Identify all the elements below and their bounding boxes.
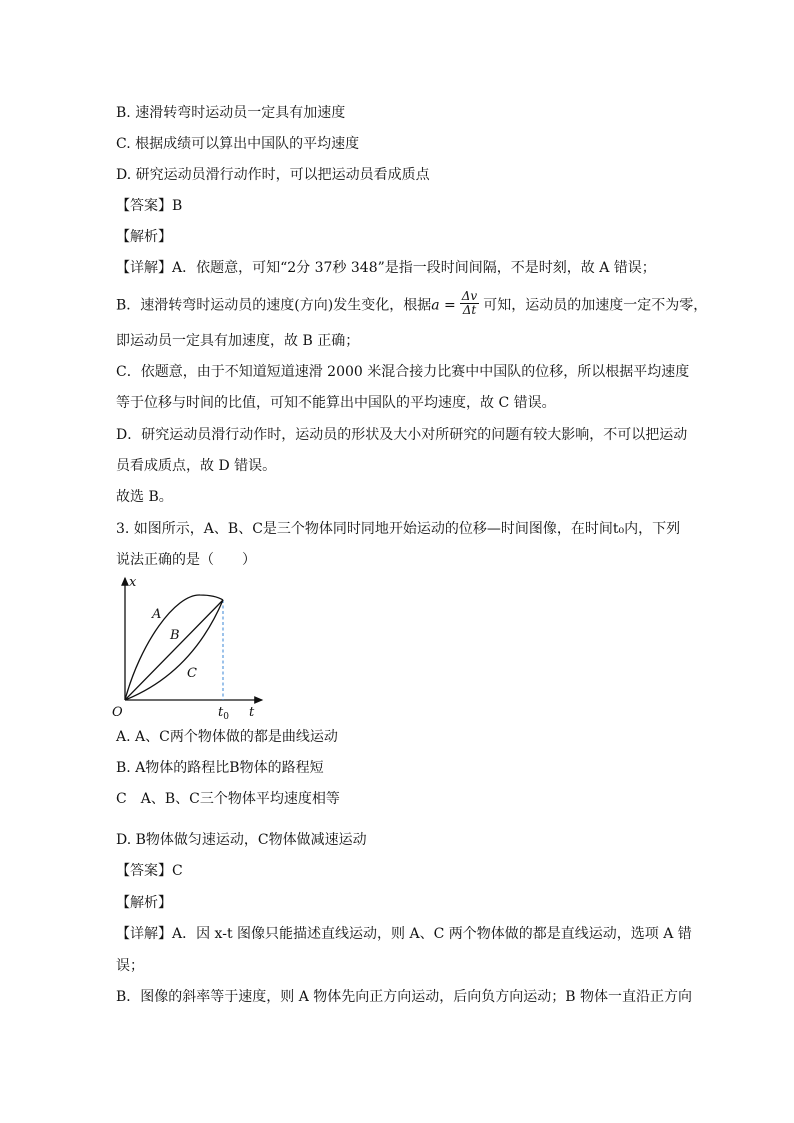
q2-detail-a xyxy=(116,258,656,278)
q2-conclusion: 故选 B。 xyxy=(116,489,173,505)
q3-option-d: D. B物体做匀速运动，C物体做减速运动 xyxy=(116,832,367,848)
q2-detail-b1-post: 可知，运动员的加速度一定不为零， xyxy=(483,297,708,314)
q3-detail-a1 xyxy=(116,924,692,944)
curve-c-label: C xyxy=(187,666,197,681)
q2-answer-value: B xyxy=(172,198,183,214)
q2-detail-c2: 等于位移与时间的比值，可知不能算出中国队的平均速度，故 C 错误。 xyxy=(116,395,556,411)
q2-detail-b1 xyxy=(116,289,708,319)
q2-detail-b2: 即运动员一定具有加速度，故 B 正确； xyxy=(116,333,360,349)
q3-option-b: B. A物体的路程比B物体的路程短 xyxy=(116,760,324,776)
q3-option-c: C A、B、C三个物体平均速度相等 xyxy=(116,791,340,807)
t0-label-sub: 0 xyxy=(223,712,229,720)
q2-option-b: B. 速滑转弯时运动员一定具有加速度 xyxy=(116,105,346,121)
q2-option-c: C. 根据成绩可以算出中国队的平均速度 xyxy=(116,136,360,152)
q2-detail-d1: D．研究运动员滑行动作时，运动员的形状及大小对所研究的问题有较大影响，不可以把运动 xyxy=(116,427,688,443)
origin-label: O xyxy=(112,705,123,720)
q2-detail-tag: 【详解】 xyxy=(116,260,172,276)
t0-label-main: t xyxy=(218,705,224,720)
q3-option-a: A. A、C两个物体做的都是曲线运动 xyxy=(116,729,338,745)
q3-analysis-tag: 【解析】 xyxy=(116,895,172,911)
t0-label xyxy=(218,705,229,720)
q3-xt-graph xyxy=(110,574,270,720)
q2-formula-lhs: a = xyxy=(431,297,456,314)
q2-detail-c1: C．依题意，由于不知道短道速滑 2000 米混合接力比赛中中国队的位移，所以根据平均速度 xyxy=(116,364,690,380)
q3-answer-value: C xyxy=(172,863,183,879)
line-b xyxy=(125,600,223,700)
q3-detail-tag: 【详解】 xyxy=(116,926,172,942)
q2-analysis-tag: 【解析】 xyxy=(116,229,172,245)
x-axis-label: t xyxy=(249,705,255,720)
curve-b-label: B xyxy=(170,628,180,643)
q2-formula-numerator: Δv xyxy=(461,289,478,303)
q2-detail-a-text: A．依题意，可知“2分 37秒 348”是指一段时间间隔，不是时刻，故 A 错误； xyxy=(172,260,656,276)
q3-stem-line2: 说法正确的是（ ） xyxy=(116,552,256,568)
q3-detail-a2: 误； xyxy=(116,958,144,974)
q3-detail-a1-text: A．因 x-t 图像只能描述直线运动，则 A、C 两个物体做的都是直线运动，选项 A 错 xyxy=(172,926,692,942)
q2-detail-d2: 员看成质点，故 D 错误。 xyxy=(116,458,277,474)
q3-answer-tag: 【答案】 xyxy=(116,863,172,879)
q3-detail-b1: B．图像的斜率等于速度，则 A 物体先向正方向运动，后向负方向运动；B 物体一直沿正方向 xyxy=(116,989,693,1005)
q2-formula-fraction xyxy=(460,290,479,317)
q2-option-d: D. 研究运动员滑行动作时，可以把运动员看成质点 xyxy=(116,167,430,183)
y-axis-label: x xyxy=(129,575,137,590)
q3-answer-line xyxy=(116,861,183,881)
q2-answer-tag: 【答案】 xyxy=(116,198,172,214)
q2-formula-denominator: Δt xyxy=(462,303,477,317)
q2-answer-line xyxy=(116,196,182,216)
q3-stem-line1: 3. 如图所示，A、B、C是三个物体同时同地开始运动的位移—时间图像，在时间t₀内，下列 xyxy=(116,521,681,537)
curve-a-label: A xyxy=(152,607,162,622)
q2-detail-b1-pre: B．速滑转弯时运动员的速度(方向)发生变化，根据 xyxy=(116,297,432,314)
q3-xt-graph-svg xyxy=(110,574,270,720)
